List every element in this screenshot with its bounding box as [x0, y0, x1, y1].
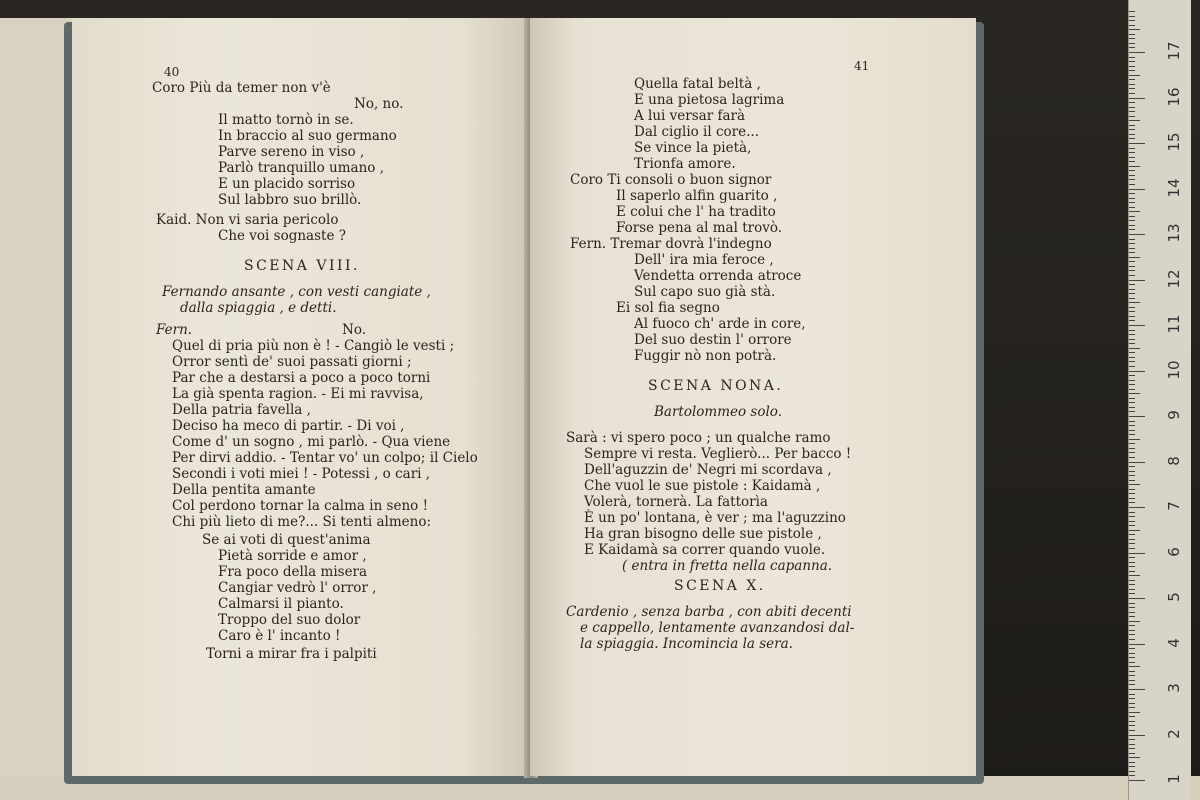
ruler-tick — [1129, 148, 1135, 149]
ruler-tick — [1129, 320, 1135, 321]
ruler-label: 14 — [1165, 177, 1183, 198]
text-line: Del suo destin l' orrore — [634, 332, 792, 348]
text-line: Dell' ira mia feroce , — [634, 252, 774, 268]
ruler-tick — [1129, 671, 1135, 672]
ruler-tick — [1129, 120, 1140, 121]
ruler-tick — [1129, 557, 1135, 558]
ruler-tick — [1129, 352, 1135, 353]
ruler-tick — [1129, 512, 1135, 513]
ruler-tick — [1129, 462, 1145, 463]
ruler-tick — [1129, 707, 1135, 708]
ruler-tick — [1129, 266, 1135, 267]
ruler-tick — [1129, 211, 1140, 212]
ruler-tick — [1129, 298, 1135, 299]
stage-direction: Cardenio , senza barba , con abiti decenti — [566, 604, 852, 620]
text-line: A lui versar farà — [634, 108, 745, 124]
ruler-tick — [1129, 421, 1135, 422]
ruler-tick — [1129, 134, 1135, 135]
ruler-tick — [1129, 325, 1145, 326]
ruler-tick — [1129, 16, 1135, 17]
ruler-label: 3 — [1165, 683, 1183, 693]
ruler-tick — [1129, 202, 1135, 203]
text-line: Sul labbro suo brillò. — [218, 192, 362, 208]
ruler-label: 7 — [1165, 501, 1183, 511]
text-line: Coro Più da temer non v'è — [152, 80, 331, 96]
ruler-label: 9 — [1165, 410, 1183, 420]
stage-direction: ( entra in fretta nella capanna. — [622, 558, 833, 574]
ruler-tick — [1129, 730, 1135, 731]
text-line: Che vuol le sue pistole : Kaidamà , — [584, 478, 821, 494]
ruler-tick — [1129, 38, 1135, 39]
ruler-tick — [1129, 29, 1140, 30]
ruler-tick — [1129, 343, 1135, 344]
text-line: Della patria favella , — [172, 402, 311, 418]
ruler-label: 16 — [1165, 86, 1183, 107]
ruler-tick — [1129, 98, 1145, 99]
ruler-tick — [1129, 725, 1135, 726]
ruler-tick — [1129, 762, 1135, 763]
ruler-tick — [1129, 229, 1135, 230]
text-line: No. — [342, 322, 366, 338]
scene-heading: SCENA X. — [674, 578, 766, 594]
ruler-tick — [1129, 721, 1135, 722]
ruler-tick — [1129, 52, 1145, 53]
ruler-tick — [1129, 630, 1135, 631]
scene-heading: SCENA NONA. — [648, 378, 784, 394]
ruler-tick — [1129, 111, 1135, 112]
page-number: 41 — [854, 59, 870, 73]
ruler-tick — [1129, 757, 1140, 758]
ruler-label: 4 — [1165, 637, 1183, 648]
text-line: Kaid. Non vi saria pericolo — [156, 212, 339, 228]
ruler-tick — [1129, 553, 1145, 554]
ruler-tick — [1129, 698, 1135, 699]
ruler-tick — [1129, 220, 1135, 221]
ruler-tick — [1129, 448, 1135, 449]
text-line: Volerà, tornerà. La fattorìa — [584, 494, 768, 510]
ruler-tick — [1129, 88, 1135, 89]
text-line: Che voi sognaste ? — [218, 228, 346, 244]
text-line: Forse pena al mal trovò. — [616, 220, 783, 236]
stage-direction: Bartolommeo solo. — [654, 404, 782, 420]
ruler-tick — [1129, 61, 1135, 62]
text-line: Torni a mirar fra i palpiti — [206, 646, 377, 662]
ruler-label: 12 — [1165, 268, 1183, 289]
text-line: E una pietosa lagrima — [634, 92, 785, 108]
ruler-tick — [1129, 694, 1135, 695]
ruler-tick — [1129, 179, 1135, 180]
ruler-tick — [1129, 443, 1135, 444]
ruler-tick — [1129, 84, 1135, 85]
ruler-tick — [1129, 571, 1135, 572]
ruler-tick — [1129, 184, 1135, 185]
ruler-tick — [1129, 580, 1135, 581]
ruler-tick — [1129, 716, 1135, 717]
ruler-tick — [1129, 562, 1135, 563]
ruler-tick — [1129, 753, 1135, 754]
text-line: Sul capo suo già stà. — [634, 284, 776, 300]
ruler-tick — [1129, 603, 1135, 604]
ruler-tick — [1129, 589, 1135, 590]
ruler-tick — [1129, 657, 1135, 658]
ruler-tick — [1129, 735, 1145, 736]
ruler-tick — [1129, 116, 1135, 117]
ruler-tick — [1129, 612, 1135, 613]
ruler-label: 1 — [1165, 774, 1183, 784]
ruler-tick — [1129, 489, 1135, 490]
text-line: Calmarsi il pianto. — [218, 596, 344, 612]
scene-heading: SCENA VIII. — [244, 258, 360, 274]
ruler-tick — [1129, 357, 1135, 358]
text-line: Coro Ti consoli o buon signor — [570, 172, 772, 188]
ruler-tick — [1129, 534, 1135, 535]
ruler-tick — [1129, 34, 1135, 35]
ruler-tick — [1129, 25, 1135, 26]
text-line: Trionfa amore. — [634, 156, 736, 172]
ruler-tick — [1129, 402, 1135, 403]
ruler-tick — [1129, 225, 1135, 226]
ruler-tick — [1129, 248, 1135, 249]
text-line: Parve sereno in viso , — [218, 144, 365, 160]
text-line: Par che a destarsi a poco a poco torni — [172, 370, 431, 386]
ruler-tick — [1129, 375, 1135, 376]
ruler-label: 17 — [1165, 41, 1183, 61]
ruler-tick — [1129, 466, 1135, 467]
ruler-tick — [1129, 644, 1145, 645]
ruler-tick — [1129, 748, 1135, 749]
ruler-label: 15 — [1165, 132, 1183, 152]
ruler-tick — [1129, 129, 1135, 130]
ruler-tick — [1129, 502, 1135, 503]
ruler-tick — [1129, 703, 1135, 704]
ruler-tick — [1129, 543, 1135, 544]
text-line: In braccio al suo germano — [218, 128, 397, 144]
text-line: Sarà : vi spero poco ; un qualche ramo — [566, 430, 831, 446]
ruler-tick — [1129, 530, 1140, 531]
ruler-tick — [1129, 75, 1140, 76]
text-line: Vendetta orrenda atroce — [634, 268, 802, 284]
ruler-tick — [1129, 411, 1135, 412]
ruler-tick — [1129, 307, 1135, 308]
text-line: Orror sentì de' suoi passati giorni ; — [172, 354, 412, 370]
text-line: È un po' lontana, è ver ; ma l'aguzzino — [584, 510, 846, 526]
ruler-tick — [1129, 348, 1140, 349]
ruler-tick — [1129, 189, 1145, 190]
text-line: Come d' un sogno , mi parlò. - Qua viene — [172, 434, 451, 450]
ruler-label: 11 — [1165, 314, 1183, 334]
ruler-tick — [1129, 634, 1135, 635]
ruler-tick — [1129, 161, 1135, 162]
ruler-tick — [1129, 680, 1135, 681]
ruler-tick — [1129, 243, 1135, 244]
stage-direction: la spiaggia. Incomincia la sera. — [580, 636, 793, 652]
ruler-tick — [1129, 539, 1135, 540]
text-line: Fuggir nò non potrà. — [634, 348, 777, 364]
text-line: Il matto tornò in se. — [218, 112, 354, 128]
ruler-tick — [1129, 339, 1135, 340]
text-line: Troppo del suo dolor — [218, 612, 361, 628]
text-line: E Kaidamà sa correr quando vuole. — [584, 542, 826, 558]
text-line: Quella fatal beltà , — [634, 76, 761, 92]
left-page — [72, 18, 530, 776]
text-line: Della pentita amante — [172, 482, 316, 498]
ruler-tick — [1129, 207, 1135, 208]
ruler-tick — [1129, 330, 1135, 331]
ruler-tick — [1129, 293, 1135, 294]
text-line: E colui che l' ha tradito — [616, 204, 776, 220]
text-line: Sempre vi resta. Veglierò... Per bacco ! — [584, 446, 852, 462]
text-line: La già spenta ragion. - Ei mi ravvisa, — [172, 386, 424, 402]
ruler-tick — [1129, 261, 1135, 262]
text-line: Ha gran bisogno delle sue pistole , — [584, 526, 822, 542]
text-line: Fern. Tremar dovrà l'indegno — [570, 236, 772, 252]
ruler-tick — [1129, 157, 1135, 158]
ruler-tick — [1129, 284, 1135, 285]
ruler-tick — [1129, 475, 1135, 476]
text-line: Secondi i voti miei ! - Potessi , o cari , — [172, 466, 431, 482]
ruler-tick — [1129, 525, 1135, 526]
ruler-tick — [1129, 439, 1140, 440]
text-line: Caro è l' incanto ! — [218, 628, 341, 644]
stage-direction: Fernando ansante , con vesti cangiate , — [162, 284, 431, 300]
ruler-tick — [1129, 275, 1135, 276]
ruler-tick — [1129, 93, 1135, 94]
ruler-tick — [1129, 280, 1145, 281]
ruler-tick — [1129, 548, 1135, 549]
ruler-label: 6 — [1165, 546, 1183, 557]
ruler-tick — [1129, 521, 1135, 522]
ruler-tick — [1129, 471, 1135, 472]
ruler-tick — [1129, 452, 1135, 453]
ruler-tick — [1129, 152, 1135, 153]
ruler-tick — [1129, 316, 1135, 317]
ruler-tick — [1129, 675, 1135, 676]
text-line: E un placido sorriso — [218, 176, 356, 192]
ruler-tick — [1129, 57, 1135, 58]
text-line: Deciso ha meco di partir. - Di voi , — [172, 418, 405, 434]
text-line: Quel di pria più non è ! - Cangiò le vesti ; — [172, 338, 455, 354]
ruler-tick — [1129, 430, 1135, 431]
ruler-tick — [1129, 712, 1140, 713]
ruler-tick — [1129, 170, 1135, 171]
ruler-tick — [1129, 593, 1135, 594]
text-line: Se ai voti di quest'anima — [202, 532, 371, 548]
text-line: Col perdono tornar la calma in seno ! — [172, 498, 429, 514]
ruler-tick — [1129, 744, 1135, 745]
text-line: Se vince la pietà, — [634, 140, 752, 156]
ruler-tick — [1129, 739, 1135, 740]
ruler-label: 2 — [1165, 728, 1183, 739]
ruler-tick — [1129, 11, 1135, 12]
text-line: Dell'aguzzin de' Negri mi scordava , — [584, 462, 832, 478]
ruler-tick — [1129, 70, 1135, 71]
ruler-tick — [1129, 20, 1135, 21]
ruler-tick — [1129, 289, 1135, 290]
ruler-tick — [1129, 166, 1140, 167]
ruler-tick — [1129, 66, 1135, 67]
ruler-tick — [1129, 234, 1145, 235]
text-line: Cangiar vedrò l' orror , — [218, 580, 377, 596]
ruler-tick — [1129, 389, 1135, 390]
ruler-tick — [1129, 361, 1135, 362]
text-line: Ei sol fia segno — [616, 300, 720, 316]
ruler-tick — [1129, 216, 1135, 217]
text-line: Chi più lieto di me?... Si tenti almeno: — [172, 514, 432, 530]
text-line: Parlò tranquillo umano , — [218, 160, 384, 176]
ruler-tick — [1129, 107, 1135, 108]
text-line: Fra poco della misera — [218, 564, 368, 580]
ruler-tick — [1129, 689, 1145, 690]
ruler-tick — [1129, 334, 1135, 335]
ruler-tick — [1129, 484, 1140, 485]
measuring-ruler — [1128, 0, 1191, 800]
ruler-tick — [1129, 393, 1140, 394]
text-line: Pietà sorride e amor , — [218, 548, 367, 564]
stage-direction: dalla spiaggia , e detti. — [180, 300, 337, 316]
ruler-tick — [1129, 371, 1145, 372]
ruler-tick — [1129, 666, 1140, 667]
ruler-tick — [1129, 125, 1135, 126]
ruler-tick — [1129, 302, 1140, 303]
ruler-tick — [1129, 584, 1135, 585]
right-page — [530, 18, 976, 776]
ruler-tick — [1129, 507, 1145, 508]
ruler-label: 5 — [1165, 592, 1183, 602]
text-line: Al fuoco ch' arde in core, — [634, 316, 806, 332]
ruler-tick — [1129, 102, 1135, 103]
ruler-tick — [1129, 480, 1135, 481]
ruler-tick — [1129, 384, 1135, 385]
text-line: Il saperlo alfin guarito , — [616, 188, 778, 204]
ruler-tick — [1129, 771, 1135, 772]
ruler-tick — [1129, 257, 1140, 258]
page-number: 40 — [164, 65, 180, 79]
ruler-label: 13 — [1165, 223, 1183, 243]
ruler-tick — [1129, 434, 1135, 435]
ruler-tick — [1129, 616, 1135, 617]
ruler-tick — [1129, 648, 1135, 649]
ruler-tick — [1129, 607, 1135, 608]
ruler-tick — [1129, 780, 1145, 781]
ruler-tick — [1129, 766, 1135, 767]
ruler-tick — [1129, 79, 1135, 80]
ruler-tick — [1129, 47, 1135, 48]
ruler-tick — [1129, 138, 1135, 139]
ruler-tick — [1129, 457, 1135, 458]
ruler-tick — [1129, 639, 1135, 640]
ruler-tick — [1129, 425, 1135, 426]
ruler-tick — [1129, 407, 1135, 408]
ruler-tick — [1129, 598, 1145, 599]
text-line: Per dirvi addio. - Tentar vo' un colpo; il Cielo — [172, 450, 478, 466]
ruler-tick — [1129, 516, 1135, 517]
ruler-tick — [1129, 653, 1135, 654]
ruler-tick — [1129, 493, 1135, 494]
ruler-tick — [1129, 416, 1145, 417]
ruler-tick — [1129, 366, 1135, 367]
ruler-tick — [1129, 625, 1135, 626]
ruler-tick — [1129, 252, 1135, 253]
ruler-tick — [1129, 175, 1135, 176]
ruler-tick — [1129, 775, 1135, 776]
ruler-tick — [1129, 566, 1135, 567]
ruler-label: 10 — [1165, 359, 1183, 380]
ruler-tick — [1129, 311, 1135, 312]
ruler-tick — [1129, 398, 1135, 399]
ruler-tick — [1129, 198, 1135, 199]
ruler-tick — [1129, 621, 1140, 622]
ruler-tick — [1129, 193, 1135, 194]
text-line: Dal ciglio il core... — [634, 124, 759, 140]
stage-direction: e cappello, lentamente avanzandosi dal- — [580, 620, 855, 636]
ruler-tick — [1129, 43, 1135, 44]
ruler-tick — [1129, 143, 1145, 144]
ruler-tick — [1129, 575, 1140, 576]
ruler-tick — [1129, 684, 1135, 685]
ruler-tick — [1129, 239, 1135, 240]
text-line: No, no. — [354, 96, 404, 112]
ruler-label: 8 — [1165, 455, 1183, 466]
ruler-tick — [1129, 662, 1135, 663]
ruler-tick — [1129, 380, 1135, 381]
ruler-tick — [1129, 498, 1135, 499]
speaker: Fern. — [156, 322, 193, 338]
ruler-tick — [1129, 270, 1135, 271]
